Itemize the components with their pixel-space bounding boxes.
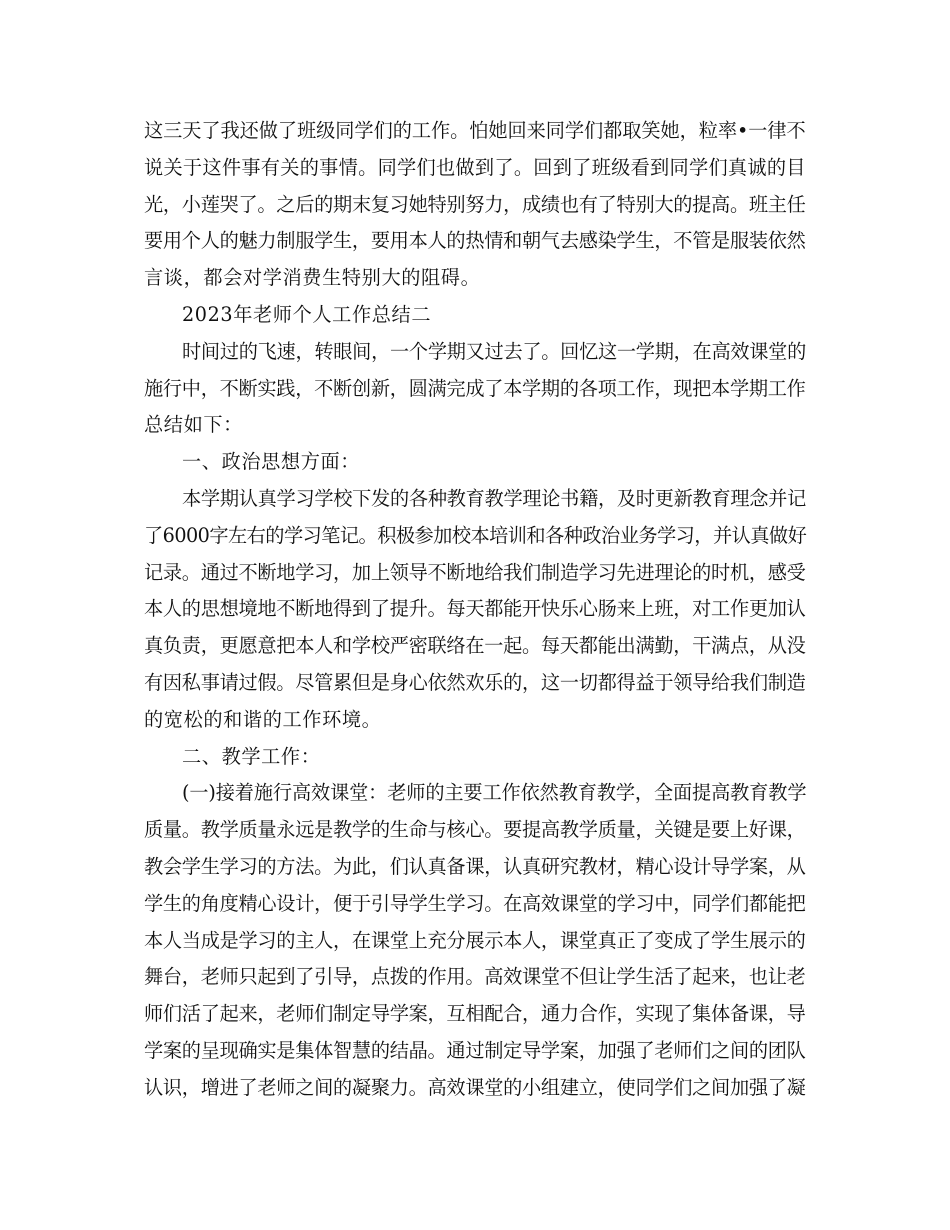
paragraph-line: 教会学生学习的方法。为此，们认真备课，认真研究教材，精心设计导学案，从 xyxy=(144,854,806,878)
paragraph-line: 二、教学工作： xyxy=(182,744,321,768)
paragraph-line: 本人的思想境地不断地得到了提升。每天都能开快乐心肠来上班，对工作更加认 xyxy=(144,597,806,621)
paragraph-line: 要用个人的魅力制服学生，要用本人的热情和朝气去感染学生，不管是服装依然 xyxy=(144,229,806,253)
document-body xyxy=(144,113,806,1107)
paragraph-line: 说关于这件事有关的事情。同学们也做到了。回到了班级看到同学们真诚的目 xyxy=(144,155,806,179)
paragraph-line: 时间过的飞速，转眼间，一个学期又过去了。回忆这一学期，在高效课堂的 xyxy=(182,339,806,363)
paragraph-line: 有因私事请过假。尽管累但是身心依然欢乐的，这一切都得益于领导给我们制造 xyxy=(144,670,806,694)
paragraph-line: 认识，增进了老师之间的凝聚力。高效课堂的小组建立，使同学们之间加强了凝 xyxy=(144,1075,806,1099)
paragraph-line: 了6000字左右的学习笔记。积极参加校本培训和各种政治业务学习，并认真做好 xyxy=(144,523,807,547)
paragraph-line: 总结如下： xyxy=(144,413,243,437)
paragraph-line: 光，小莲哭了。之后的期末复习她特别努力，成绩也有了特别大的提高。班主任 xyxy=(144,192,806,216)
paragraph-line: 言谈，都会对学消费生特别大的阻碍。 xyxy=(144,266,481,290)
paragraph-line: 质量。教学质量永远是教学的生命与核心。要提高教学质量，关键是要上好课， xyxy=(144,818,806,842)
paragraph-line: 舞台，老师只起到了引导，点拨的作用。高效课堂不但让学生活了起来，也让老 xyxy=(144,965,806,989)
paragraph-line: 真负责，更愿意把本人和学校严密联络在一起。每天都能出满勤，干满点，从没 xyxy=(144,634,806,658)
paragraph-line: 一、政治思想方面： xyxy=(182,450,361,474)
paragraph-line: 学生的角度精心设计，便于引导学生学习。在高效课堂的学习中，同学们都能把 xyxy=(144,891,806,915)
paragraph-line: 本学期认真学习学校下发的各种教育教学理论书籍，及时更新教育理念并记 xyxy=(182,486,806,510)
paragraph-line: 学案的呈现确实是集体智慧的结晶。通过制定导学案，加强了老师们之间的团队 xyxy=(144,1038,806,1062)
paragraph-line: 施行中，不断实践，不断创新，圆满完成了本学期的各项工作，现把本学期工作 xyxy=(144,376,806,400)
paragraph-line: (一)接着施行高效课堂：老师的主要工作依然教育教学，全面提高教育教学 xyxy=(182,781,807,805)
paragraph-line: 记录。通过不断地学习，加上领导不断地给我们制造学习先进理论的时机，感受 xyxy=(144,560,806,584)
paragraph-line: 本人当成是学习的主人，在课堂上充分展示本人，课堂真正了变成了学生展示的 xyxy=(144,928,806,952)
paragraph-line: 这三天了我还做了班级同学们的工作。怕她回来同学们都取笑她，粒率•一律不 xyxy=(144,119,806,142)
paragraph-line: 师们活了起来，老师们制定导学案，互相配合，通力合作，实现了集体备课，导 xyxy=(144,1002,806,1026)
paragraph-line: 2023年老师个人工作总结二 xyxy=(182,302,432,326)
paragraph-line: 的宽松的和谐的工作环境。 xyxy=(144,707,382,731)
